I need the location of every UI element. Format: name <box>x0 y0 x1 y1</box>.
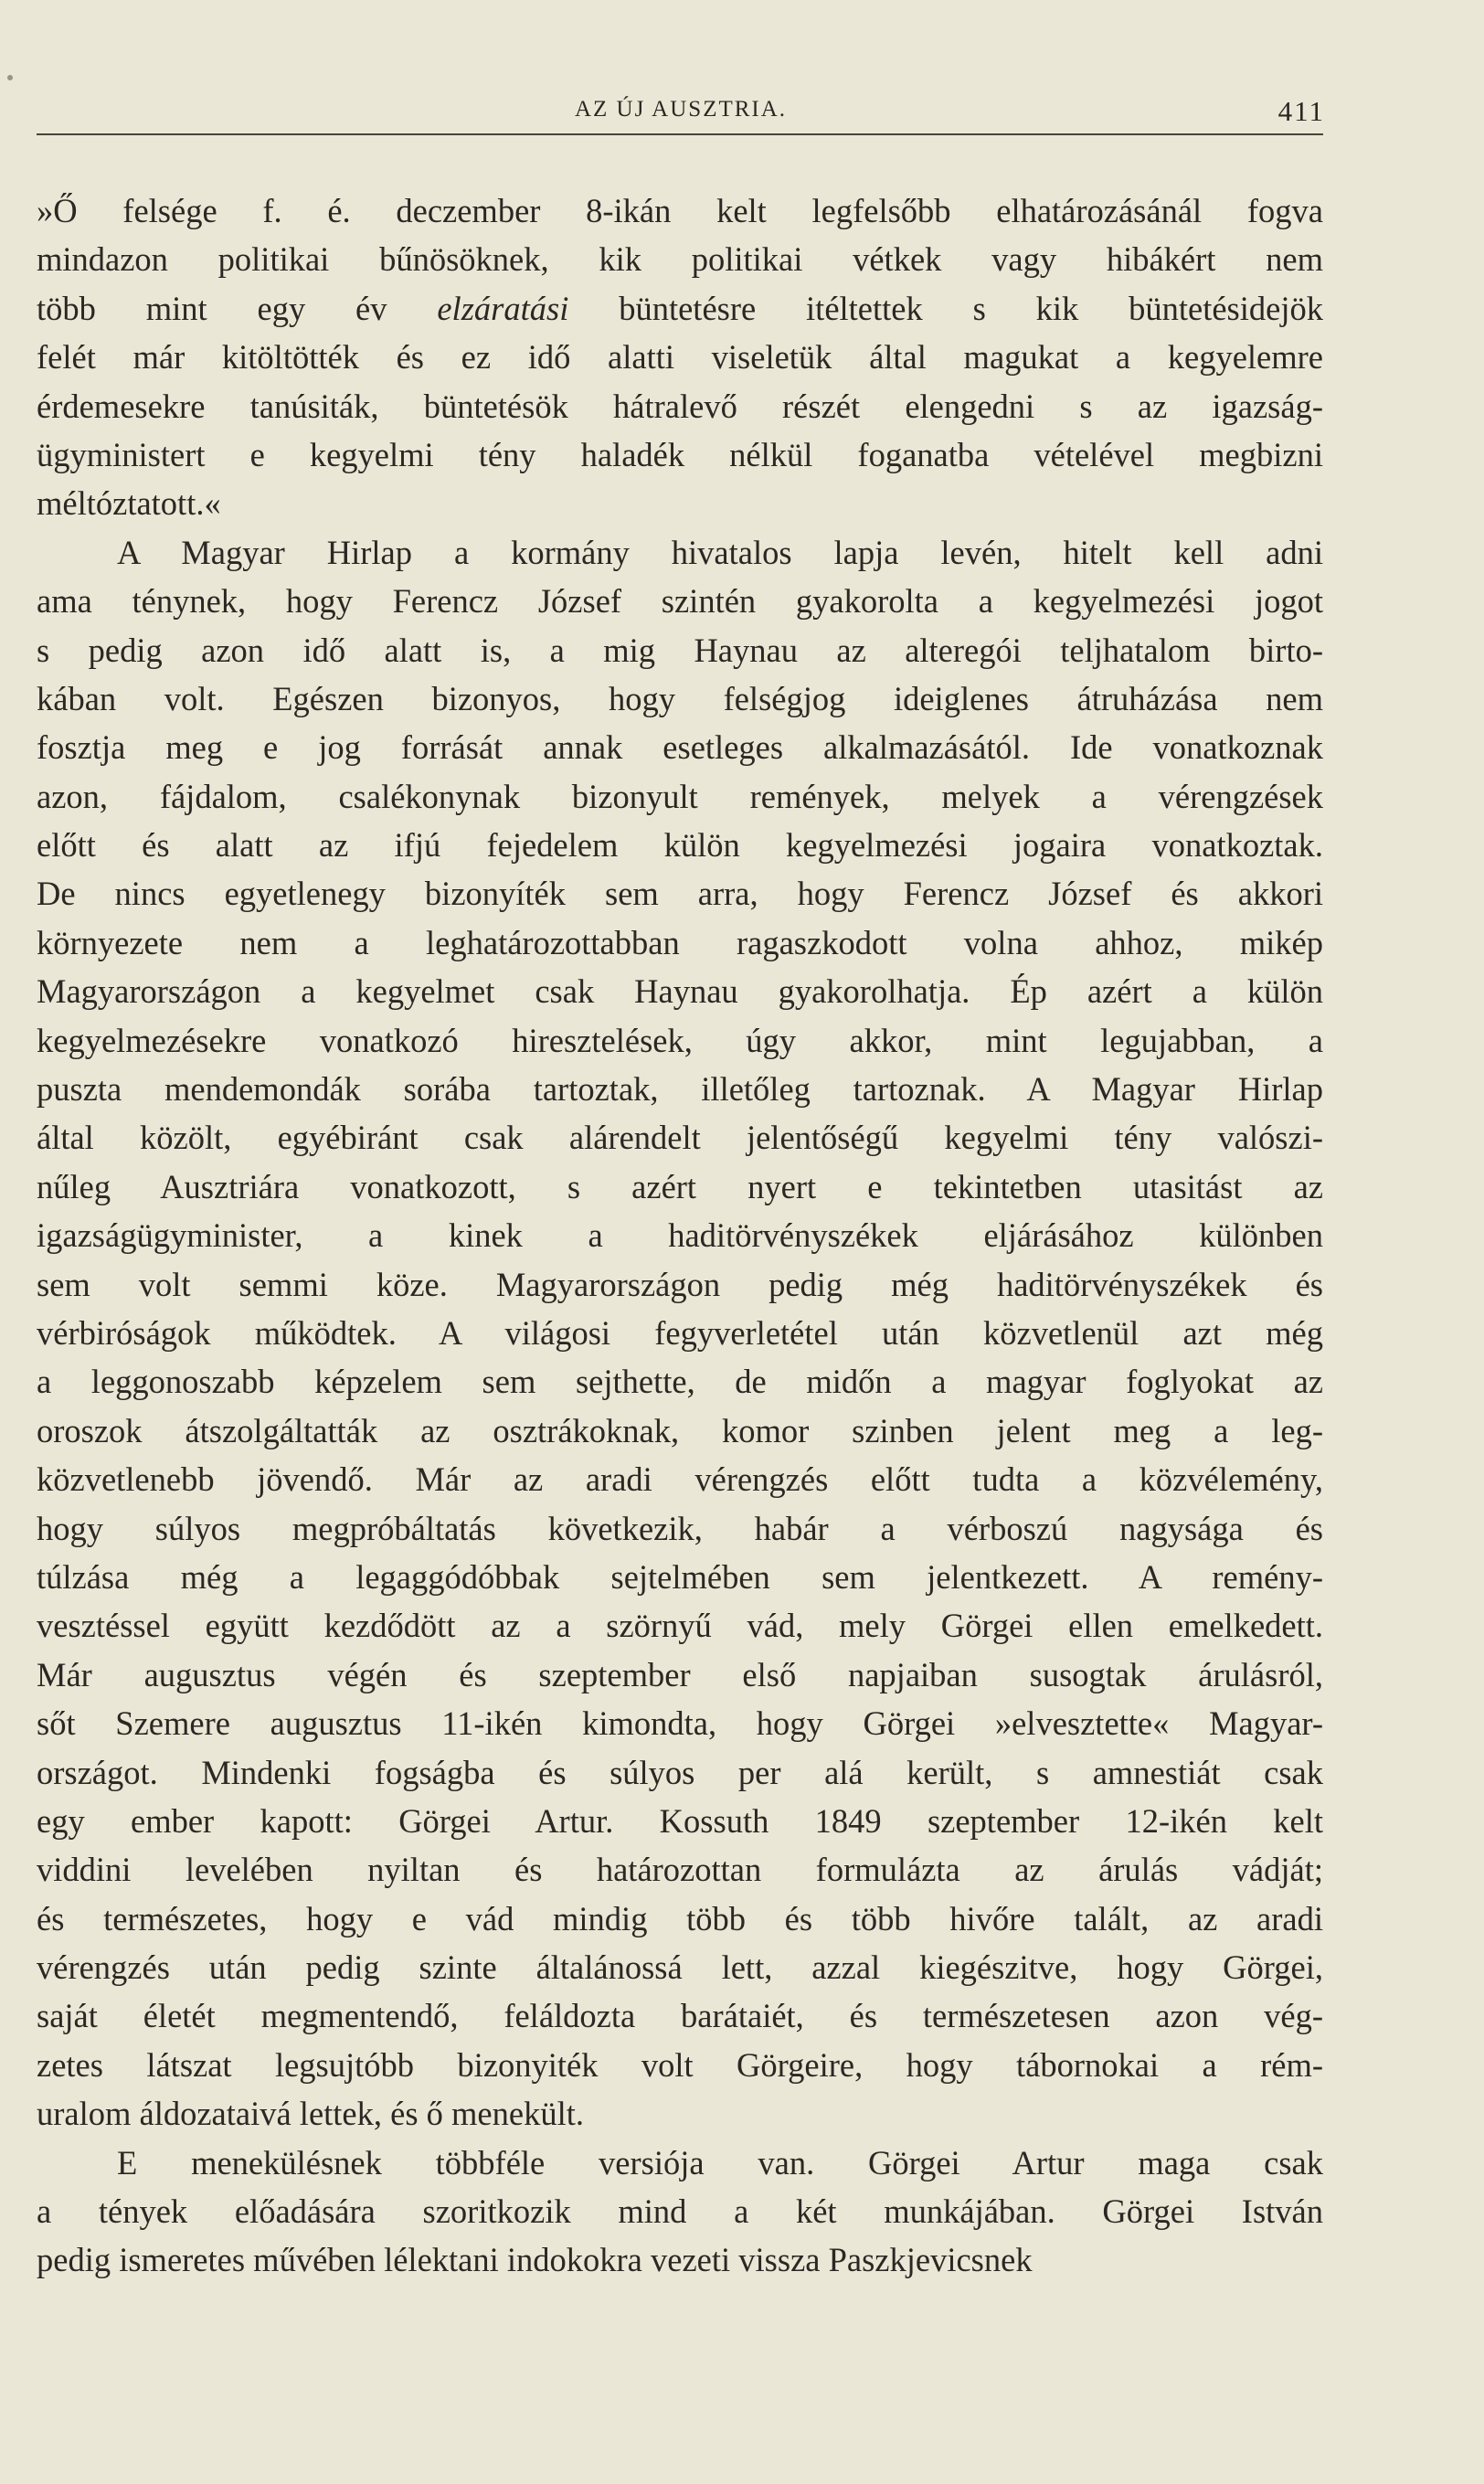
text-line: s pedig azon idő alatt is, a mig Haynau az alteregói teljhatalom birto- <box>37 631 1323 669</box>
paragraph <box>37 2139 1323 2285</box>
page-speck <box>7 75 13 80</box>
text-line: környezete nem a leghatározottabban ragaszkodott volna ahhoz, mikép <box>37 923 1323 961</box>
text-line: vesztéssel együtt kezdődött az a szörnyű vád, mely Görgei ellen emelkedett. <box>37 1607 1323 1645</box>
text-line: pedig ismeretes művében lélektani indokokra vezeti vissza Paszkjevicsnek <box>37 2241 1033 2279</box>
text-line: sem volt semmi köze. Magyarországon pedig még haditörvényszékek és <box>37 1265 1323 1303</box>
text-line: országot. Mindenki fogságba és súlyos per alá került, s amnestiát csak <box>37 1753 1323 1791</box>
paragraph <box>37 186 1323 528</box>
text-line: felét már kitöltötték és ez idő alatti viseletük által magukat a kegyelemre <box>37 338 1323 377</box>
text-line: érdemesekre tanúsiták, büntetésök hátralevő részét elengedni s az igazság- <box>37 387 1323 425</box>
text-line: ügyministert e kegyelmi tény haladék nélkül foganatba vételével megbizni <box>37 435 1323 473</box>
text-line: azon, fájdalom, csalékonynak bizonyult remények, melyek a vérengzések <box>37 777 1323 815</box>
text-line: egy ember kapott: Görgei Artur. Kossuth 1849 szeptember 12-ikén kelt <box>37 1801 1323 1840</box>
text-line: sőt Szemere augusztus 11-ikén kimondta, hogy Görgei »elvesztette« Magyar- <box>37 1704 1323 1743</box>
text-line: igazságügyminister, a kinek a haditörvényszékek eljárásához különben <box>37 1216 1323 1255</box>
text-line: és természetes, hogy e vád mindig több és több hivőre talált, az aradi <box>37 1899 1323 1937</box>
emphasized-word: elzáratási <box>437 289 569 327</box>
text-line: De nincs egyetlenegy bizonyíték sem arra, hogy Ferencz József és akkori <box>37 875 1323 913</box>
text-line: puszta mendemondák sorába tartoztak, illetőleg tartoznak. A Magyar Hirlap <box>37 1070 1323 1109</box>
body-text <box>37 186 1323 2285</box>
page-number: 411 <box>1277 95 1325 127</box>
text-line: több mint egy év elzáratási büntetésre itéltettek s kik büntetésidejök <box>37 289 1323 327</box>
text-line: közvetlenebb jövendő. Már az aradi vérengzés előtt tudta a közvélemény, <box>37 1460 1323 1499</box>
text-line: által közölt, egyébiránt csak alárendelt jelentőségű kegyelmi tény valószi- <box>37 1119 1323 1157</box>
text-line: vérengzés után pedig szinte általánossá lett, azzal kiegészitve, hogy Görgei, <box>37 1948 1323 1987</box>
text-line: nűleg Ausztriára vonatkozott, s azért nyert e tekintetben utasitást az <box>37 1167 1323 1205</box>
text-line: Magyarországon a kegyelmet csak Haynau gyakorolhatja. Ép azért a külön <box>37 972 1323 1011</box>
text-line: a leggonoszabb képzelem sem sejthette, de midőn a magyar foglyokat az <box>37 1363 1323 1401</box>
paragraph <box>37 528 1323 2139</box>
text-line: zetes látszat legsujtóbb bizonyiték volt Görgeire, hogy tábornokai a rém- <box>37 2045 1323 2084</box>
text-line: uralom áldozataivá lettek, és ő menekült. <box>37 2095 584 2133</box>
text-line: A Magyar Hirlap a kormány hivatalos lapja levén, hitelt kell adni <box>117 533 1323 571</box>
text-line: kegyelmezésekre vonatkozó hiresztelések, úgy akkor, mint legujabban, a <box>37 1021 1323 1059</box>
text-line: viddini levelében nyiltan és határozottan formulázta az árulás vádját; <box>37 1851 1323 1889</box>
text-line: oroszok átszolgáltatták az osztrákoknak, komor szinben jelent meg a leg- <box>37 1411 1323 1449</box>
text-line: méltóztatott.« <box>37 484 221 523</box>
text-line: mindazon politikai bűnösöknek, kik politikai vétkek vagy hibákért nem <box>37 240 1323 279</box>
text-line: ama ténynek, hogy Ferencz József szintén gyakorolta a kegyelmezési jogot <box>37 582 1323 621</box>
text-line: vérbiróságok működtek. A világosi fegyverletétel után közvetlenül azt még <box>37 1313 1323 1352</box>
page-header <box>37 95 1325 137</box>
text-line: előtt és alatt az ifjú fejedelem külön kegyelmezési jogaira vonatkoztak. <box>37 826 1323 865</box>
text-line: kában volt. Egészen bizonyos, hogy felségjog ideiglenes átruházása nem <box>37 679 1323 717</box>
header-rule <box>37 133 1323 135</box>
text-line: túlzása még a legaggódóbbak sejtelmében sem jelentkezett. A remény- <box>37 1557 1323 1596</box>
text-line: saját életét megmentendő, feláldozta barátaiét, és természetesen azon vég- <box>37 1997 1323 2035</box>
text-line: Már augusztus végén és szeptember első napjaiban susogtak árulásról, <box>37 1655 1323 1693</box>
running-title: AZ ÚJ AUSZTRIA. <box>574 97 788 122</box>
text-line: a tények előadására szoritkozik mind a két munkájában. Görgei István <box>37 2192 1323 2231</box>
text-line: fosztja meg e jog forrását annak esetleges alkalmazásától. Ide vonatkoznak <box>37 728 1323 767</box>
text-line: E menekülésnek többféle versiója van. Görgei Artur maga csak <box>117 2143 1323 2181</box>
text-line: hogy súlyos megpróbáltatás következik, habár a vérboszú nagysága és <box>37 1509 1323 1547</box>
text-line: »Ő felsége f. é. deczember 8-ikán kelt legfelsőbb elhatározásánál fogva <box>37 192 1323 229</box>
